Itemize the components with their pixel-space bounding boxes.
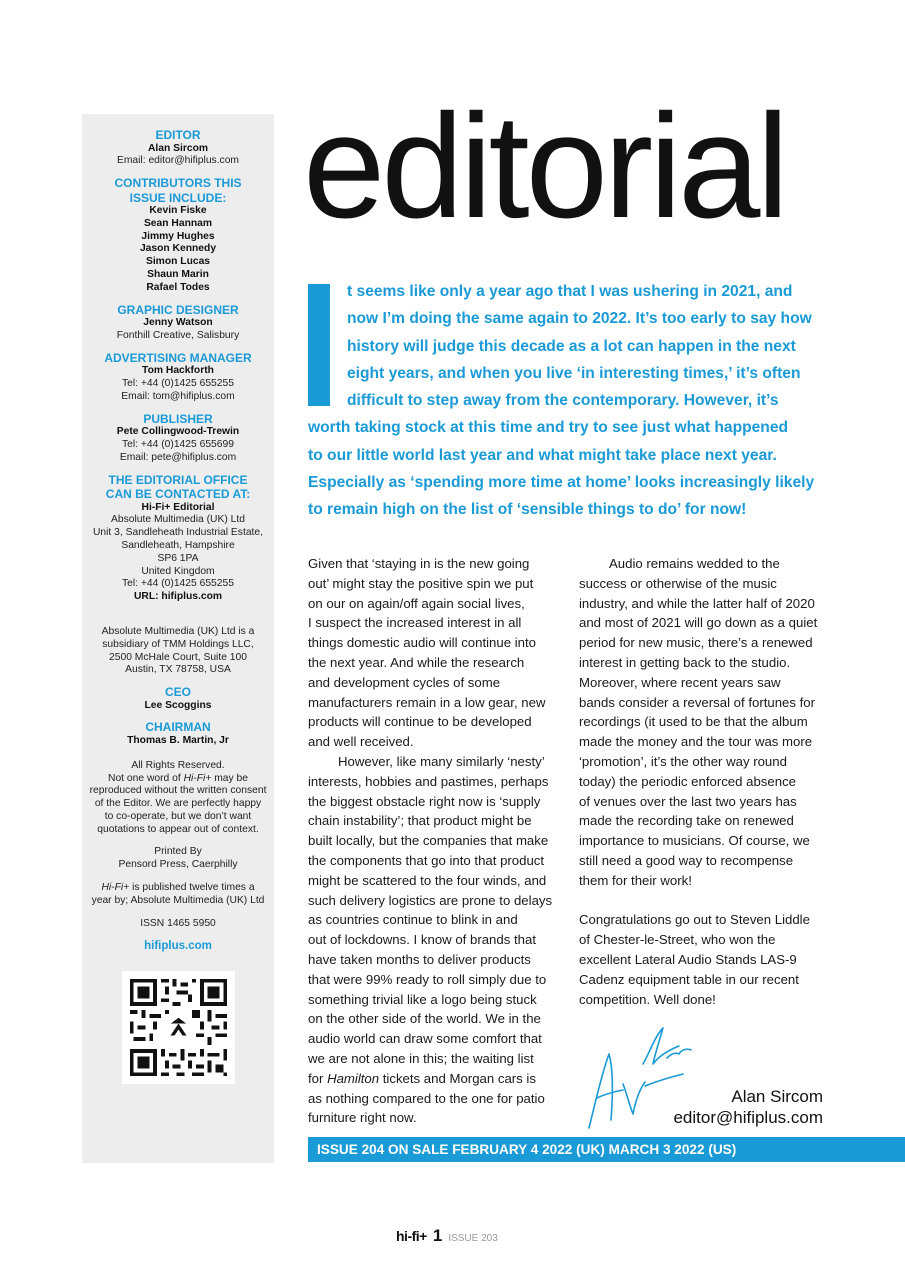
body-line: interest in getting back to the studio. <box>579 654 791 670</box>
office-line: Tel: +44 (0)1425 655255 <box>122 578 234 590</box>
contributors-heading-1: CONTRIBUTORS THIS <box>114 176 242 191</box>
intro-line: now I’m doing the same again to 2022. It’s too early to say how <box>347 310 812 328</box>
body-line: and development cycles of some <box>308 674 501 690</box>
contributor-name: Sean Hannam <box>143 217 213 229</box>
body-line: out of lockdowns. I know of brands that <box>308 932 536 948</box>
page-footer <box>396 1226 498 1244</box>
intro-line: history will judge this decade as a lot can happen in the next <box>347 337 796 355</box>
body-line: interests, hobbies and pastimes, perhaps <box>308 773 549 789</box>
office-line: SP6 1PA <box>157 552 199 564</box>
signature-email[interactable]: editor@hifiplus.com <box>673 1108 823 1127</box>
body-line: something trivial like a logo being stuck <box>308 991 537 1007</box>
contributors-heading-2: ISSUE INCLUDE: <box>129 190 227 205</box>
intro-line: Especially as ‘spending more time at home’ looks increasingly likely <box>308 474 815 492</box>
issue-number: ISSUE 203 <box>448 1233 498 1244</box>
body-line: success or otherwise of the music <box>579 575 777 591</box>
office-name: Hi-Fi+ Editorial <box>141 501 215 513</box>
issn: ISSN 1465 5950 <box>140 917 216 929</box>
body-line: built locally, but the companies that make <box>308 833 549 849</box>
designer-org: Fonthill Creative, Salisbury <box>116 329 240 341</box>
body-line: recordings (it used to be that the album <box>579 714 808 730</box>
issue-on-sale-bar: ISSUE 204 ON SALE FEBRUARY 4 2022 (UK) MARCH 3 2022 (US) <box>308 1137 905 1162</box>
publisher-heading: PUBLISHER <box>143 411 213 426</box>
intro-line: to our little world last year and what might take place next year. <box>308 446 777 464</box>
body-line: manufacturers remain in a low gear, new <box>308 694 546 710</box>
body-line: might be scattered to the four winds, and <box>308 872 547 888</box>
publisher-block <box>82 412 274 465</box>
body-line: bands consider a reversal of fortunes for <box>579 694 816 710</box>
body-line: audio world can draw some comfort that <box>308 1031 542 1047</box>
body-line: products will continue to be developed <box>308 714 532 730</box>
website-link[interactable]: hifiplus.com <box>144 940 212 953</box>
qr-code-icon[interactable] <box>122 971 235 1084</box>
editor-name: Alan Sircom <box>147 142 209 154</box>
subsidiary-line: Absolute Multimedia (UK) Ltd is a <box>101 625 255 637</box>
body-line: Cadenz equipment table in our recent <box>579 971 799 987</box>
subsidiary-block <box>82 626 274 677</box>
body-line: of Chester-le-Street, who won the <box>579 932 776 948</box>
publisher-tel: Tel: +44 (0)1425 655699 <box>122 438 234 450</box>
chairman-name: Thomas B. Martin, Jr <box>127 734 229 746</box>
designer-name: Jenny Watson <box>143 317 213 329</box>
body-line: and most of 2021 will go down as a quiet <box>579 615 818 631</box>
designer-block <box>82 303 274 343</box>
body-column-2 <box>579 554 829 1009</box>
body-line: importance to musicians. Of course, we <box>579 833 810 849</box>
body-line: Audio remains wedded to the <box>609 556 780 571</box>
publication-frequency: Hi-Fi+ is published twelve times a year by; Absolute Multimedia (UK) Ltd <box>91 882 265 906</box>
subsidiary-line: subsidiary of TMM Holdings LLC, <box>102 638 254 650</box>
body-line: we are not alone in this; the waiting list <box>308 1050 534 1066</box>
body-line: excellent Lateral Audio Stands LAS-9 <box>579 951 797 967</box>
intro-paragraph <box>308 278 828 524</box>
body-line: out’ might stay the positive spin we put <box>308 575 534 591</box>
office-heading-2: CAN BE CONTACTED AT: <box>105 487 251 502</box>
body-line: ‘promotion’, it’s the other way round <box>579 753 787 769</box>
office-block <box>82 473 274 604</box>
body-line: for Hamilton tickets and Morgan cars is <box>308 1070 536 1086</box>
office-line: Unit 3, Sandleheath Industrial Estate, <box>92 527 263 539</box>
body-line: have taken months to deliver products <box>308 951 531 967</box>
signature-block <box>673 1086 823 1128</box>
designer-heading: GRAPHIC DESIGNER <box>117 302 239 317</box>
body-line: them for their work! <box>579 872 692 888</box>
printer-info: Printed By Pensord Press, Caerphilly <box>118 846 238 871</box>
contributor-name: Rafael Todes <box>146 281 210 293</box>
body-line: Moreover, where recent years saw <box>579 674 781 690</box>
hifi-logo: hi-fi+ <box>396 1228 427 1244</box>
body-line: the next year. And while the research <box>308 654 525 670</box>
advertising-heading: ADVERTISING MANAGER <box>104 350 252 365</box>
office-url: URL: hifiplus.com <box>133 591 223 603</box>
body-line: as nothing compared to the one for patio <box>308 1090 545 1106</box>
office-line: United Kingdom <box>141 565 215 577</box>
body-line: made the money and the tour was more <box>579 734 813 750</box>
contributor-name: Jason Kennedy <box>139 243 217 255</box>
advertising-email: Email: tom@hifiplus.com <box>121 390 235 402</box>
advertising-block <box>82 351 274 404</box>
office-line: Absolute Multimedia (UK) Ltd <box>111 514 245 526</box>
body-line: competition. Well done! <box>579 991 716 1007</box>
contributor-name: Simon Lucas <box>145 256 211 268</box>
ceo-block <box>82 685 274 712</box>
contributors-block <box>82 176 274 295</box>
contributor-name: Jimmy Hughes <box>141 230 215 242</box>
body-line: as countries continue to blink in and <box>308 912 518 928</box>
ceo-name: Lee Scoggins <box>144 699 212 711</box>
contributor-name: Kevin Fiske <box>149 205 207 217</box>
editor-block <box>82 128 274 168</box>
body-line: industry, and while the latter half of 2020 <box>579 595 815 611</box>
body-line: on the other side of the world. We in the <box>308 1011 541 1027</box>
body-line: still need a good way to recompense <box>579 852 794 868</box>
body-line: the components that go into that product <box>308 852 545 868</box>
advertising-name: Tom Hackforth <box>142 365 214 377</box>
body-column-1 <box>308 554 558 1128</box>
chairman-heading: CHAIRMAN <box>145 720 211 735</box>
body-line: things domestic audio will continue into <box>308 635 536 651</box>
intro-line: to remain high on the list of ‘sensible things to do’ for now! <box>308 501 747 519</box>
body-line: I suspect the increased interest in all <box>308 615 522 631</box>
intro-line: t seems like only a year ago that I was ushering in 2021, and <box>347 283 793 300</box>
body-line: today) the periodic enforced absence <box>579 773 797 789</box>
subsidiary-line: Austin, TX 78758, USA <box>125 664 231 676</box>
body-line: and well received. <box>308 734 414 750</box>
editor-heading: EDITOR <box>155 128 201 142</box>
intro-line: worth taking stock at this time and try to see just what happened <box>308 419 789 437</box>
advertising-tel: Tel: +44 (0)1425 655255 <box>122 378 234 390</box>
body-line: of venues over the last two years has <box>579 793 797 809</box>
editor-email: Email: editor@hifiplus.com <box>116 155 240 167</box>
office-heading-1: THE EDITORIAL OFFICE <box>108 472 248 487</box>
publisher-name: Pete Collingwood-Trewin <box>116 426 240 438</box>
signature-name: Alan Sircom <box>731 1087 823 1106</box>
body-line: furniture right now. <box>308 1110 417 1126</box>
body-line: However, like many similarly ‘nesty’ <box>338 753 545 769</box>
office-line: Sandleheath, Hampshire <box>121 539 235 551</box>
masthead-sidebar <box>82 114 274 1163</box>
intro-line: eight years, and when you live ‘in interesting times,’ it’s often <box>347 364 801 382</box>
body-line: that were 99% ready to roll simply due to <box>308 971 547 987</box>
rights-notice: All Rights Reserved. Not one word of Hi-Fi+ may be reproduced without the written consent of the Editor. We are perfectly happy to co-operate, but we don’t want quotations to appear out of context. <box>89 759 267 835</box>
body-line: the biggest obstacle right now is ‘supply <box>308 793 541 809</box>
body-line: such delivery logistics are prone to delays <box>308 892 553 908</box>
page-number: 1 <box>432 1226 443 1245</box>
body-line: period for new music, there’s a renewed <box>579 635 813 651</box>
body-line: chain instability’; that product might be <box>308 813 532 829</box>
subsidiary-line: 2500 McHale Court, Suite 100 <box>109 651 247 663</box>
chairman-block <box>82 720 274 747</box>
body-line: on our on again/off again social lives, <box>308 595 525 611</box>
contributor-name: Shaun Marin <box>147 269 209 281</box>
body-line: Given that ‘staying in is the new going <box>308 556 530 571</box>
intro-line: difficult to step away from the contemporary. However, it’s <box>347 392 779 410</box>
body-line: made the recording take on renewed <box>579 813 794 829</box>
publisher-email: Email: pete@hifiplus.com <box>119 451 237 463</box>
body-line: Congratulations go out to Steven Liddle <box>579 912 810 928</box>
page-title: editorial <box>303 84 786 249</box>
ceo-heading: CEO <box>164 685 191 700</box>
